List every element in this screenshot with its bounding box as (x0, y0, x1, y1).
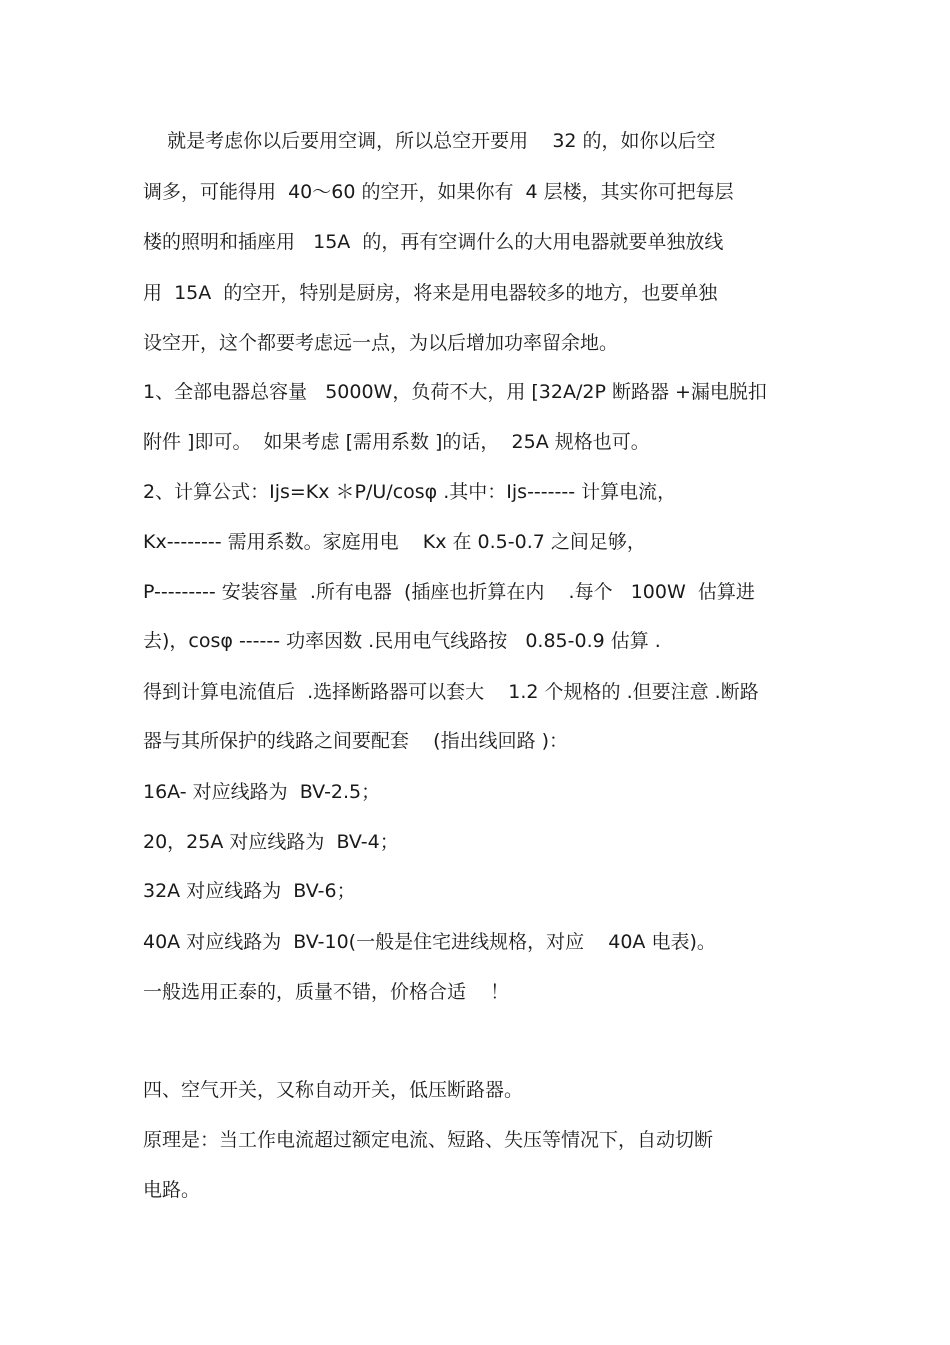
text-line: 16A- 对应线路为 BV-2.5； (143, 781, 381, 803)
text-line: 用 15A 的空开，特别是厨房，将来是用电器较多的地方，也要单独 (143, 282, 718, 304)
text-line: 1、全部电器总容量 5000W，负荷不大，用 [32A/2P 断路器 +漏电脱扣 (143, 381, 767, 403)
text-line: 去)，cosφ ------ 功率因数 .民用电气线路按 0.85-0.9 估算 . (143, 630, 661, 652)
text-line: 2、计算公式：Ijs=Kx ＊P/U/cosφ .其中：Ijs------- 计算电流， (143, 481, 677, 503)
text-line: 40A 对应线路为 BV-10(一般是住宅进线规格，对应 40A 电表)。 (143, 931, 716, 953)
text-line: 得到计算电流值后 .选择断路器可以套大 1.2 个规格的 .但要注意 .断路 (143, 681, 759, 703)
text-line: P--------- 安装容量 .所有电器 (插座也折算在内 .每个 100W 估算进 (143, 581, 755, 603)
text-line: 附件 ]即可。 如果考虑 [需用系数 ]的话， 25A 规格也可。 (143, 431, 650, 453)
text-line: 原理是：当工作电流超过额定电流、短路、失压等情况下，自动切断 (143, 1129, 714, 1151)
text-line: 就是考虑你以后要用空调，所以总空开要用 32 的，如你以后空 (143, 130, 716, 152)
text-line: Kx-------- 需用系数。家庭用电 Kx 在 0.5-0.7 之间足够， (143, 531, 646, 553)
text-line: 楼的照明和插座用 15A 的，再有空调什么的大用电器就要单独放线 (143, 231, 724, 253)
text-line: 一般选用正泰的，质量不错，价格合适 ！ (143, 981, 510, 1003)
text-line: 电路。 (143, 1179, 201, 1201)
text-line: 器与其所保护的线路之间要配套 (指出线回路 )： (143, 730, 569, 752)
text-line: 调多，可能得用 40～60 的空开，如果你有 4 层楼，其实你可把每层 (143, 181, 734, 203)
text-line: 设空开，这个都要考虑远一点，为以后增加功率留余地。 (143, 332, 619, 354)
section-heading: 四、空气开关，又称自动开关，低压断路器。 (143, 1079, 524, 1101)
text-line: 32A 对应线路为 BV-6； (143, 880, 356, 902)
text-line: 20，25A 对应线路为 BV-4； (143, 831, 399, 853)
